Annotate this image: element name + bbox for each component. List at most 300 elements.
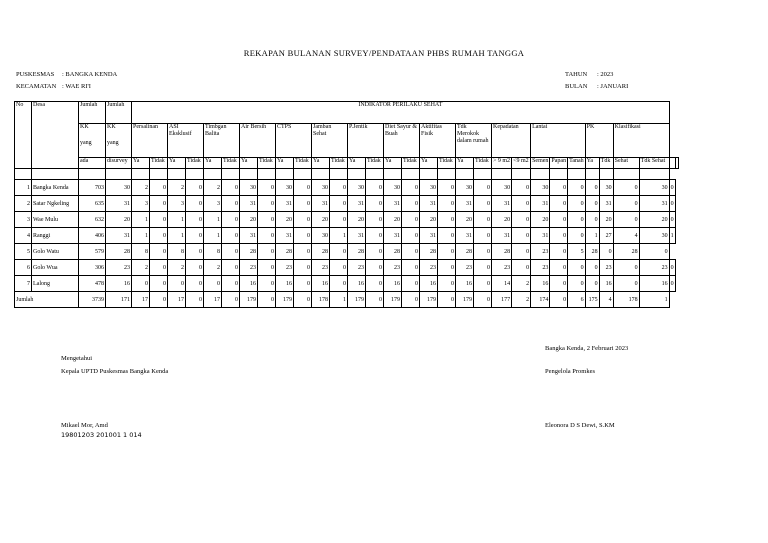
header-group: CTPS bbox=[276, 124, 312, 158]
row-value: 23 bbox=[492, 260, 512, 276]
spacer-row bbox=[15, 169, 679, 180]
row-value: 16 bbox=[276, 276, 294, 292]
row-value: 31 bbox=[456, 196, 474, 212]
total-value: 174 bbox=[531, 292, 550, 308]
row-value: 0 bbox=[258, 180, 276, 196]
header-kks-words: KK yang bbox=[106, 124, 132, 158]
header-sub: Ya bbox=[420, 158, 438, 169]
row-value: 23 bbox=[599, 260, 613, 276]
row-value: 0 bbox=[186, 228, 204, 244]
header-kk-disurvey: disurvey bbox=[106, 158, 132, 169]
row-value: 1 bbox=[168, 212, 186, 228]
row-value: 0 bbox=[366, 180, 384, 196]
row-value: 28 bbox=[456, 244, 474, 260]
row-no: 2 bbox=[15, 196, 32, 212]
total-value: 171 bbox=[106, 292, 132, 308]
row-value: 28 bbox=[585, 244, 599, 260]
row-value: 0 bbox=[402, 212, 420, 228]
header-sub: Ya bbox=[240, 158, 258, 169]
row-value: 31 bbox=[531, 196, 550, 212]
total-value: 179 bbox=[420, 292, 438, 308]
row-no: 4 bbox=[15, 228, 32, 244]
left-signatory-name: Mikael Mor, Amd bbox=[61, 422, 108, 429]
row-value: 31 bbox=[384, 228, 402, 244]
right-signatory-title: Pengelola Promkes bbox=[545, 368, 596, 375]
row-value: 28 bbox=[276, 244, 294, 260]
total-value: 0 bbox=[550, 292, 568, 308]
table-row bbox=[15, 260, 679, 276]
empty-cell bbox=[402, 169, 420, 180]
row-value: 31 bbox=[492, 228, 512, 244]
row-value: 20 bbox=[240, 212, 258, 228]
phbs-table bbox=[14, 101, 679, 308]
row-value: 579 bbox=[79, 244, 106, 260]
row-value: 0 bbox=[669, 212, 675, 228]
header-sub: Tidak bbox=[474, 158, 492, 169]
empty-cell bbox=[492, 169, 512, 180]
row-value: 23 bbox=[312, 260, 330, 276]
empty-cell bbox=[599, 169, 613, 180]
row-value: 0 bbox=[222, 244, 240, 260]
row-value: 0 bbox=[258, 244, 276, 260]
empty-cell bbox=[258, 169, 276, 180]
empty-cell bbox=[312, 169, 330, 180]
row-value: 27 bbox=[599, 228, 613, 244]
row-value: 2 bbox=[512, 276, 531, 292]
header-group: Lantai bbox=[531, 124, 586, 158]
header-group: Tdk Merokok dalam rumah bbox=[456, 124, 492, 158]
header-sub: Tdk bbox=[599, 158, 613, 169]
row-value: 23 bbox=[639, 260, 669, 276]
row-value: 1 bbox=[669, 228, 675, 244]
row-value: 0 bbox=[150, 244, 168, 260]
row-value: 30 bbox=[240, 180, 258, 196]
row-value: 0 bbox=[568, 276, 586, 292]
row-value: 478 bbox=[79, 276, 106, 292]
row-desa: Golo Wua bbox=[32, 260, 79, 276]
row-value: 0 bbox=[330, 276, 348, 292]
row-value: 0 bbox=[568, 180, 586, 196]
header-kk-ada: ada bbox=[79, 158, 106, 169]
row-value: 31 bbox=[240, 196, 258, 212]
row-value: 0 bbox=[474, 276, 492, 292]
row-value: 30 bbox=[276, 180, 294, 196]
row-value: 0 bbox=[599, 244, 613, 260]
row-value: 16 bbox=[312, 276, 330, 292]
header-sub: Sehat bbox=[613, 158, 639, 169]
row-value: 20 bbox=[312, 212, 330, 228]
header-sub: Ya bbox=[348, 158, 366, 169]
row-value: 28 bbox=[348, 244, 366, 260]
row-value: 0 bbox=[222, 212, 240, 228]
row-value: 2 bbox=[168, 180, 186, 196]
total-value: 0 bbox=[258, 292, 276, 308]
table-row bbox=[15, 196, 679, 212]
row-value: 3 bbox=[204, 196, 222, 212]
row-value: 23 bbox=[384, 260, 402, 276]
row-value: 31 bbox=[456, 228, 474, 244]
total-value: 1 bbox=[639, 292, 669, 308]
row-value: 28 bbox=[312, 244, 330, 260]
row-value: 31 bbox=[106, 196, 132, 212]
report-title: REKAPAN BULANAN SURVEY/PENDATAAN PHBS RUMAH TANGGA bbox=[243, 48, 525, 58]
row-value: 20 bbox=[384, 212, 402, 228]
row-value: 16 bbox=[240, 276, 258, 292]
row-value: 0 bbox=[550, 196, 568, 212]
row-value: 0 bbox=[330, 212, 348, 228]
row-value: 30 bbox=[639, 180, 669, 196]
header-group: Aktifitas Fisik bbox=[420, 124, 456, 158]
row-value: 0 bbox=[550, 180, 568, 196]
header-row-top bbox=[15, 102, 679, 124]
row-value: 0 bbox=[512, 244, 531, 260]
place-date: Bangka Kenda, 2 Februari 2023 bbox=[545, 345, 629, 352]
empty-cell bbox=[294, 169, 312, 180]
row-value: 31 bbox=[348, 228, 366, 244]
row-value: 4 bbox=[613, 228, 639, 244]
row-value: 31 bbox=[420, 228, 438, 244]
row-value: 16 bbox=[639, 276, 669, 292]
total-row bbox=[15, 292, 679, 308]
puskesmas-value: : BANGKA KENDA bbox=[62, 71, 118, 78]
row-value: 0 bbox=[438, 276, 456, 292]
total-value: 179 bbox=[384, 292, 402, 308]
row-value: 0 bbox=[402, 180, 420, 196]
header-row-sub bbox=[15, 158, 679, 169]
row-value: 0 bbox=[568, 212, 586, 228]
row-value: 0 bbox=[438, 228, 456, 244]
total-label: Jumlah bbox=[15, 292, 79, 308]
row-value: 16 bbox=[384, 276, 402, 292]
empty-cell bbox=[639, 169, 669, 180]
empty-cell bbox=[384, 169, 402, 180]
row-value: 28 bbox=[420, 244, 438, 260]
total-value: 0 bbox=[150, 292, 168, 308]
row-desa: Wae Mulu bbox=[32, 212, 79, 228]
row-value: 30 bbox=[639, 228, 669, 244]
row-value: 23 bbox=[420, 260, 438, 276]
row-value: 31 bbox=[276, 196, 294, 212]
total-value: 6 bbox=[568, 292, 586, 308]
total-value: 179 bbox=[348, 292, 366, 308]
empty-cell bbox=[15, 169, 32, 180]
row-value: 0 bbox=[550, 228, 568, 244]
total-value: 0 bbox=[402, 292, 420, 308]
empty-cell bbox=[348, 169, 366, 180]
empty-cell bbox=[150, 169, 168, 180]
total-value: 3739 bbox=[79, 292, 106, 308]
row-value: 703 bbox=[79, 180, 106, 196]
row-value: 0 bbox=[474, 228, 492, 244]
row-value: 30 bbox=[348, 180, 366, 196]
row-value: 28 bbox=[613, 244, 639, 260]
header-sub: Tidak bbox=[258, 158, 276, 169]
header-sub: > 9 m2 bbox=[492, 158, 512, 169]
row-value: 0 bbox=[186, 196, 204, 212]
total-value: 2 bbox=[512, 292, 531, 308]
table-row bbox=[15, 180, 679, 196]
row-value: 2 bbox=[168, 260, 186, 276]
row-value: 20 bbox=[276, 212, 294, 228]
row-value: 2 bbox=[204, 180, 222, 196]
total-value: 179 bbox=[276, 292, 294, 308]
table-row bbox=[15, 212, 679, 228]
empty-cell bbox=[550, 169, 568, 180]
empty-cell bbox=[132, 169, 150, 180]
row-value: 8 bbox=[204, 244, 222, 260]
row-value: 1 bbox=[585, 228, 599, 244]
row-value: 0 bbox=[669, 180, 675, 196]
row-value: 0 bbox=[150, 260, 168, 276]
table-row bbox=[15, 244, 679, 260]
row-value: 0 bbox=[222, 180, 240, 196]
row-value: 0 bbox=[585, 180, 599, 196]
row-value: 0 bbox=[512, 180, 531, 196]
row-value: 0 bbox=[222, 228, 240, 244]
table-row bbox=[15, 276, 679, 292]
header-sub: Tidak bbox=[294, 158, 312, 169]
row-value: 0 bbox=[438, 180, 456, 196]
row-value: 30 bbox=[106, 180, 132, 196]
row-value: 2 bbox=[132, 180, 150, 196]
total-value: 0 bbox=[438, 292, 456, 308]
header-group: Air Bersih bbox=[240, 124, 276, 158]
row-value: 0 bbox=[222, 260, 240, 276]
kecamatan-value: : WAE RI'I bbox=[62, 83, 91, 90]
row-value: 0 bbox=[258, 260, 276, 276]
empty-cell bbox=[106, 169, 132, 180]
row-value: 30 bbox=[384, 180, 402, 196]
header-sub: Papan bbox=[550, 158, 568, 169]
row-value: 0 bbox=[512, 260, 531, 276]
total-value: 177 bbox=[492, 292, 512, 308]
row-value: 0 bbox=[474, 260, 492, 276]
empty-cell bbox=[32, 169, 79, 180]
row-value: 31 bbox=[276, 228, 294, 244]
row-desa: Satar Ngkeling bbox=[32, 196, 79, 212]
row-value: 0 bbox=[150, 196, 168, 212]
row-value: 30 bbox=[599, 180, 613, 196]
empty-cell bbox=[222, 169, 240, 180]
total-value: 0 bbox=[222, 292, 240, 308]
empty-cell bbox=[474, 169, 492, 180]
puskesmas-label: PUSKESMAS bbox=[16, 71, 55, 78]
row-value: 1 bbox=[330, 228, 348, 244]
row-value: 0 bbox=[294, 212, 312, 228]
row-value: 0 bbox=[330, 244, 348, 260]
total-value: 0 bbox=[474, 292, 492, 308]
row-value: 1 bbox=[132, 212, 150, 228]
row-value: 0 bbox=[512, 228, 531, 244]
row-value: 0 bbox=[568, 196, 586, 212]
row-value: 16 bbox=[456, 276, 474, 292]
row-no: 5 bbox=[15, 244, 32, 260]
row-value: 0 bbox=[186, 276, 204, 292]
row-value: 30 bbox=[420, 180, 438, 196]
row-value: 0 bbox=[258, 228, 276, 244]
row-value: 0 bbox=[402, 228, 420, 244]
row-value: 31 bbox=[240, 228, 258, 244]
header-row-groups bbox=[15, 124, 679, 158]
header-sub: Tanah bbox=[568, 158, 586, 169]
header-sub: Ya bbox=[168, 158, 186, 169]
row-value: 20 bbox=[531, 212, 550, 228]
header-group: Kepadatan bbox=[492, 124, 531, 158]
header-group: ASI Eksklusif bbox=[168, 124, 204, 158]
row-value: 0 bbox=[330, 180, 348, 196]
header-sub: Ya bbox=[204, 158, 222, 169]
row-value: 16 bbox=[420, 276, 438, 292]
row-value: 635 bbox=[79, 196, 106, 212]
total-value: 179 bbox=[456, 292, 474, 308]
row-value: 0 bbox=[258, 276, 276, 292]
row-value: 0 bbox=[550, 212, 568, 228]
row-value: 306 bbox=[79, 260, 106, 276]
row-value: 1 bbox=[204, 228, 222, 244]
row-desa: Ranggi bbox=[32, 228, 79, 244]
row-value: 23 bbox=[531, 260, 550, 276]
header-sub: Tidak bbox=[330, 158, 348, 169]
row-value: 0 bbox=[613, 260, 639, 276]
tahun-label: TAHUN bbox=[565, 71, 588, 78]
row-value: 28 bbox=[106, 244, 132, 260]
row-desa: Lalong bbox=[32, 276, 79, 292]
empty-cell bbox=[330, 169, 348, 180]
header-group: P.Jentik bbox=[348, 124, 384, 158]
row-value: 0 bbox=[568, 260, 586, 276]
header-jumlah-kk: Jumlah bbox=[79, 102, 106, 124]
left-signatory-title: Kepala UPTD Puskesmas Bangka Kenda bbox=[61, 368, 169, 375]
row-value: 30 bbox=[456, 180, 474, 196]
row-value: 0 bbox=[330, 260, 348, 276]
empty-cell bbox=[79, 169, 106, 180]
row-value: 0 bbox=[294, 180, 312, 196]
row-value: 0 bbox=[204, 276, 222, 292]
row-value: 30 bbox=[312, 180, 330, 196]
row-value: 23 bbox=[531, 244, 550, 260]
row-value: 0 bbox=[550, 276, 568, 292]
row-value: 2 bbox=[204, 260, 222, 276]
row-value: 0 bbox=[474, 180, 492, 196]
row-value: 0 bbox=[150, 212, 168, 228]
total-value: 178 bbox=[312, 292, 330, 308]
header-sub: Tidak bbox=[186, 158, 204, 169]
row-value: 20 bbox=[106, 212, 132, 228]
total-value: 4 bbox=[599, 292, 613, 308]
row-value: 16 bbox=[599, 276, 613, 292]
row-value: 1 bbox=[204, 212, 222, 228]
row-value: 0 bbox=[294, 196, 312, 212]
row-value: 0 bbox=[550, 244, 568, 260]
header-sub: Tdk Sehat bbox=[639, 158, 669, 169]
total-value: 17 bbox=[204, 292, 222, 308]
row-value: 1 bbox=[132, 228, 150, 244]
header-sub: Tidak bbox=[402, 158, 420, 169]
empty-cell bbox=[568, 169, 586, 180]
total-value: 179 bbox=[240, 292, 258, 308]
kecamatan-label: KECAMATAN bbox=[16, 83, 57, 90]
row-value: 8 bbox=[132, 244, 150, 260]
row-value: 31 bbox=[348, 196, 366, 212]
header-indikator: INDIKATOR PERILAKU SEHAT bbox=[132, 102, 670, 124]
header-desa: Desa bbox=[32, 102, 79, 169]
header-group: Jamban Sehat bbox=[312, 124, 348, 158]
row-value: 0 bbox=[258, 196, 276, 212]
row-value: 0 bbox=[366, 244, 384, 260]
empty-cell bbox=[168, 169, 186, 180]
header-sub: Ya bbox=[384, 158, 402, 169]
header-kk-words: KK yang bbox=[79, 124, 106, 158]
row-value: 0 bbox=[613, 196, 639, 212]
mengetahui-label: Mengetahui bbox=[61, 355, 93, 362]
row-value: 0 bbox=[186, 180, 204, 196]
header-sub: <9 m2 bbox=[512, 158, 531, 169]
row-value: 28 bbox=[492, 244, 512, 260]
left-signatory-nip: 19801203 201001 1 014 bbox=[61, 431, 142, 439]
row-value: 31 bbox=[492, 196, 512, 212]
row-value: 31 bbox=[599, 196, 613, 212]
row-value: 0 bbox=[669, 276, 675, 292]
header-no: No bbox=[15, 102, 32, 169]
row-value: 0 bbox=[512, 212, 531, 228]
row-value: 0 bbox=[222, 196, 240, 212]
empty-cell bbox=[204, 169, 222, 180]
row-value: 30 bbox=[531, 180, 550, 196]
row-value: 0 bbox=[474, 196, 492, 212]
header-jumlah-kk-survey: Jumlah bbox=[106, 102, 132, 124]
empty-cell bbox=[366, 169, 384, 180]
header-sub-empty bbox=[675, 158, 678, 169]
empty-cell bbox=[186, 169, 204, 180]
row-value: 23 bbox=[106, 260, 132, 276]
row-value: 0 bbox=[474, 212, 492, 228]
row-no: 7 bbox=[15, 276, 32, 292]
empty-cell bbox=[420, 169, 438, 180]
header-group: PK bbox=[585, 124, 613, 158]
row-value: 20 bbox=[639, 212, 669, 228]
row-value: 23 bbox=[240, 260, 258, 276]
row-value: 0 bbox=[585, 196, 599, 212]
row-value: 0 bbox=[150, 180, 168, 196]
row-value: 0 bbox=[186, 244, 204, 260]
empty-cell bbox=[512, 169, 531, 180]
header-sub: Tidak bbox=[366, 158, 384, 169]
row-value: 0 bbox=[438, 260, 456, 276]
total-value: 1 bbox=[330, 292, 348, 308]
row-value: 0 bbox=[568, 228, 586, 244]
header-group: Diet Sayur & Buah bbox=[384, 124, 420, 158]
row-value: 0 bbox=[366, 228, 384, 244]
total-value: 0 bbox=[294, 292, 312, 308]
row-value: 30 bbox=[312, 228, 330, 244]
row-value: 0 bbox=[258, 212, 276, 228]
header-sub: Ya bbox=[585, 158, 599, 169]
row-value: 0 bbox=[402, 244, 420, 260]
row-value: 0 bbox=[585, 212, 599, 228]
row-value: 20 bbox=[492, 212, 512, 228]
row-value: 0 bbox=[330, 196, 348, 212]
row-value: 28 bbox=[240, 244, 258, 260]
total-value: 17 bbox=[132, 292, 150, 308]
row-value: 406 bbox=[79, 228, 106, 244]
row-value: 0 bbox=[366, 196, 384, 212]
empty-cell bbox=[438, 169, 456, 180]
row-value: 632 bbox=[79, 212, 106, 228]
empty-cell bbox=[531, 169, 550, 180]
header-sub: Tidak bbox=[150, 158, 168, 169]
row-value: 0 bbox=[438, 212, 456, 228]
row-value: 0 bbox=[669, 196, 675, 212]
